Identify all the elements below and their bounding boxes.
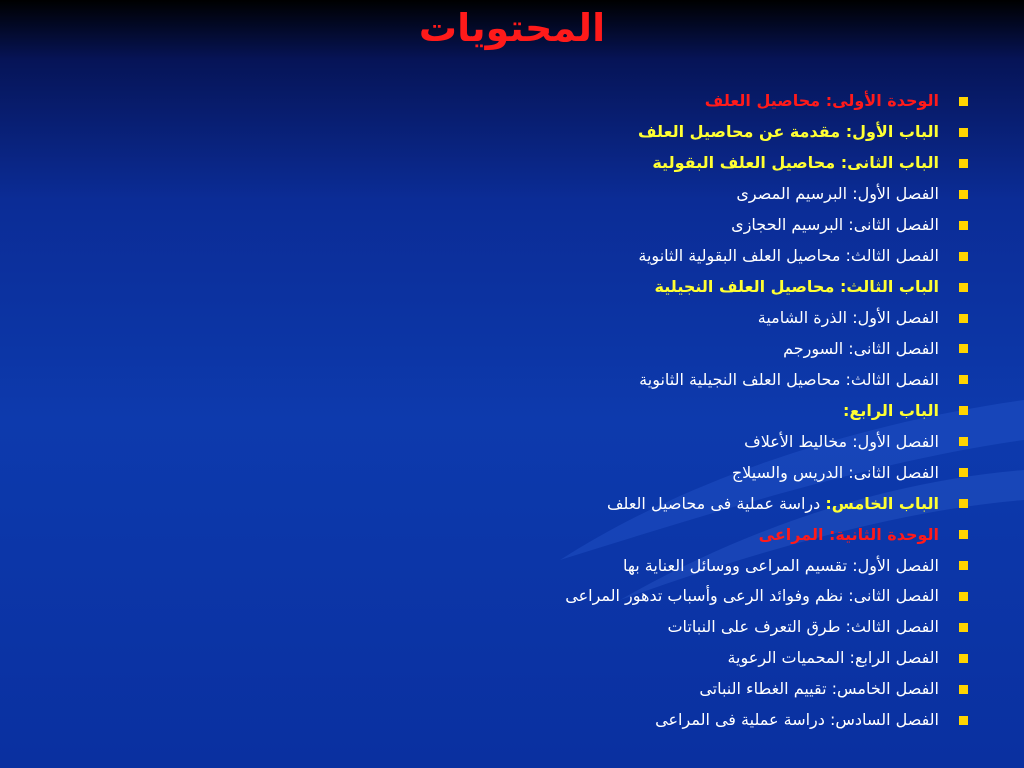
list-item-text: الفصل الثانى: السورجم (783, 338, 939, 358)
list-item-text: الباب الرابع: (843, 400, 939, 420)
list-item (565, 86, 1024, 117)
list-item (565, 705, 1024, 736)
square-bullet-icon (959, 716, 968, 725)
list-item-text: الوحدة الأولى: محاصيل العلف (704, 91, 939, 111)
square-bullet-icon (959, 128, 968, 137)
list-item-text: الباب الثالث: محاصيل العلف النجيلية (654, 277, 939, 297)
list-item (565, 241, 1024, 272)
list-item (565, 148, 1024, 179)
list-item-text: الفصل الأول: تقسيم المراعى ووسائل العناية بها (622, 555, 939, 575)
list-item (565, 272, 1024, 303)
list-item-body: دراسة عملية فى محاصيل العلف (606, 493, 826, 513)
square-bullet-icon (959, 530, 968, 539)
list-item-text: الفصل الثانى: نظم وفوائد الرعى وأسباب تدهور المراعى (565, 586, 939, 606)
list-item (565, 581, 1024, 612)
square-bullet-icon (959, 221, 968, 230)
list-item (565, 612, 1024, 643)
list-item (565, 643, 1024, 674)
square-bullet-icon (959, 468, 968, 477)
list-item-text: الفصل الأول: البرسيم المصرى (736, 184, 939, 204)
list-item (565, 364, 1024, 395)
square-bullet-icon (959, 252, 968, 261)
list-item-text: الفصل الخامس: تقييم الغطاء النباتى (699, 679, 939, 699)
list-item-text: الفصل الثالث: طرق التعرف على النباتات (667, 617, 939, 637)
square-bullet-icon (959, 592, 968, 601)
square-bullet-icon (959, 159, 968, 168)
list-item (565, 395, 1024, 426)
square-bullet-icon (959, 623, 968, 632)
square-bullet-icon (959, 685, 968, 694)
list-item (565, 550, 1024, 581)
square-bullet-icon (959, 499, 968, 508)
list-item-label: الباب الخامس: (825, 493, 939, 513)
list-item-text: الفصل الثالث: محاصيل العلف النجيلية الثانوية (639, 369, 939, 389)
list-item (565, 457, 1024, 488)
list-item-text: الباب الأول: مقدمة عن محاصيل العلف (637, 122, 939, 142)
list-item-text: الباب الثانى: محاصيل العلف البقولية (652, 153, 939, 173)
square-bullet-icon (959, 561, 968, 570)
list-item (565, 674, 1024, 705)
list-item-text: الوحدة الثانية: المراعى (758, 524, 939, 544)
square-bullet-icon (959, 97, 968, 106)
contents-list (565, 86, 1024, 736)
list-item (565, 519, 1024, 550)
list-item (565, 117, 1024, 148)
square-bullet-icon (959, 283, 968, 292)
square-bullet-icon (959, 190, 968, 199)
list-item-text: الفصل الثالث: محاصيل العلف البقولية الثانوية (638, 246, 939, 266)
list-item-text (607, 494, 939, 514)
list-item (565, 488, 1024, 519)
square-bullet-icon (959, 406, 968, 415)
square-bullet-icon (959, 654, 968, 663)
list-item-text: الفصل السادس: دراسة عملية فى المراعى (655, 710, 939, 730)
slide-title: المحتويات (418, 6, 606, 50)
list-item-text: الفصل الرابع: المحميات الرعوية (727, 648, 939, 668)
list-item-text: الفصل الأول: الذرة الشامية (757, 308, 939, 328)
list-item-text: الفصل الثانى: البرسيم الحجازى (731, 215, 939, 235)
square-bullet-icon (959, 344, 968, 353)
list-item-text: الفصل الأول: مخاليط الأعلاف (744, 431, 939, 451)
list-item (565, 426, 1024, 457)
list-item (565, 334, 1024, 365)
square-bullet-icon (959, 314, 968, 323)
list-item (565, 210, 1024, 241)
list-item (565, 179, 1024, 210)
square-bullet-icon (959, 437, 968, 446)
square-bullet-icon (959, 375, 968, 384)
list-item-text: الفصل الثانى: الدريس والسيلاج (731, 462, 939, 482)
list-item (565, 303, 1024, 334)
